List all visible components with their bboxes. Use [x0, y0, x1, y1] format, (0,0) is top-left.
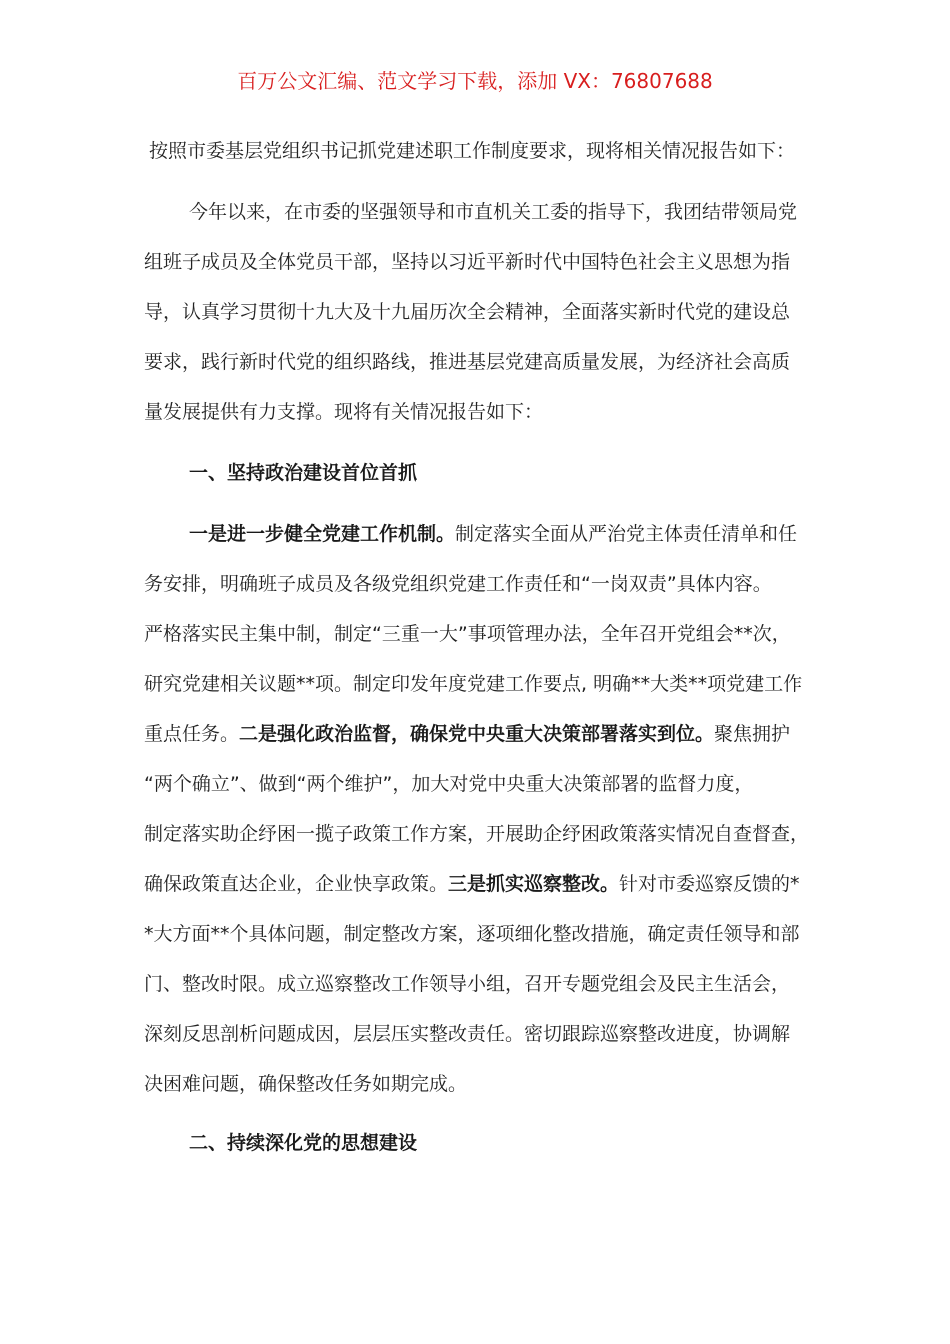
bold-lead: 三是抓实巡察整改。 — [448, 873, 620, 895]
paragraph-line: 导，认真学习贯彻十九大及十九届历次全会精神，全面落实新时代党的建设总 — [144, 301, 791, 323]
paragraph-political-building — [144, 509, 812, 1109]
paragraph-line — [144, 859, 812, 909]
paragraph-text: 制定落实全面从严治党主体责任清单和任 — [455, 523, 798, 545]
paragraph-line: 严格落实民主集中制，制定“三重一大”事项管理办法，全年召开党组会**次， — [144, 623, 791, 645]
paragraph-line: “两个确立”、做到“两个维护”，加大对党中央重大决策部署的监督力度， — [144, 773, 754, 795]
paragraph-text: 重点任务。 — [144, 723, 240, 745]
section-heading-1: 一、坚持政治建设首位首抓 — [189, 462, 418, 484]
paragraph-overview — [144, 187, 812, 437]
paragraph-line: 要求，践行新时代党的组织路线，推进基层党建高质量发展，为经济社会高质 — [144, 351, 791, 373]
paragraph-line: *大方面**个具体问题，制定整改方案，逐项细化整改措施，确定责任领导和部 — [144, 923, 800, 945]
paragraph-line: 深刻反思剖析问题成因，层层压实整改责任。密切跟踪巡察整改进度，协调解 — [144, 1023, 791, 1045]
paragraph-line — [144, 509, 812, 559]
paragraph-text: 针对市委巡察反馈的* — [619, 873, 800, 895]
paragraph-line: 今年以来，在市委的坚强领导和市直机关工委的指导下，我团结带领局党 — [189, 201, 798, 223]
watermark-banner: 百万公文汇编、范文学习下载，添加 VX：76807688 — [237, 69, 713, 93]
paragraph-line: 量发展提供有力支撑。现将有关情况报告如下： — [144, 401, 544, 423]
paragraph-line — [144, 709, 812, 759]
paragraph-line: 组班子成员及全体党员干部，坚持以习近平新时代中国特色社会主义思想为指 — [144, 251, 791, 273]
section-heading-2: 二、持续深化党的思想建设 — [189, 1132, 418, 1154]
paragraph-line: 研究党建相关议题**项。制定印发年度党建工作要点, 明确**大类**项党建工作 — [144, 673, 803, 695]
intro-paragraph: 按照市委基层党组织书记抓党建述职工作制度要求，现将相关情况报告如下： — [149, 140, 796, 162]
paragraph-line: 门、整改时限。成立巡察整改工作领导小组，召开专题党组会及民主生活会， — [144, 973, 791, 995]
paragraph-line: 决困难问题，确保整改任务如期完成。 — [144, 1073, 468, 1095]
paragraph-line: 制定落实助企纾困一揽子政策工作方案，开展助企纾困政策落实情况自查督查， — [144, 823, 810, 845]
paragraph-text: 聚焦拥护 — [714, 723, 791, 745]
paragraph-text: 确保政策直达企业，企业快享政策。 — [144, 873, 449, 895]
bold-lead: 一是进一步健全党建工作机制。 — [189, 523, 456, 545]
paragraph-line: 务安排，明确班子成员及各级党组织党建工作责任和“一岗双责”具体内容。 — [144, 573, 772, 595]
bold-lead: 二是强化政治监督，确保党中央重大决策部署落实到位。 — [239, 723, 715, 745]
